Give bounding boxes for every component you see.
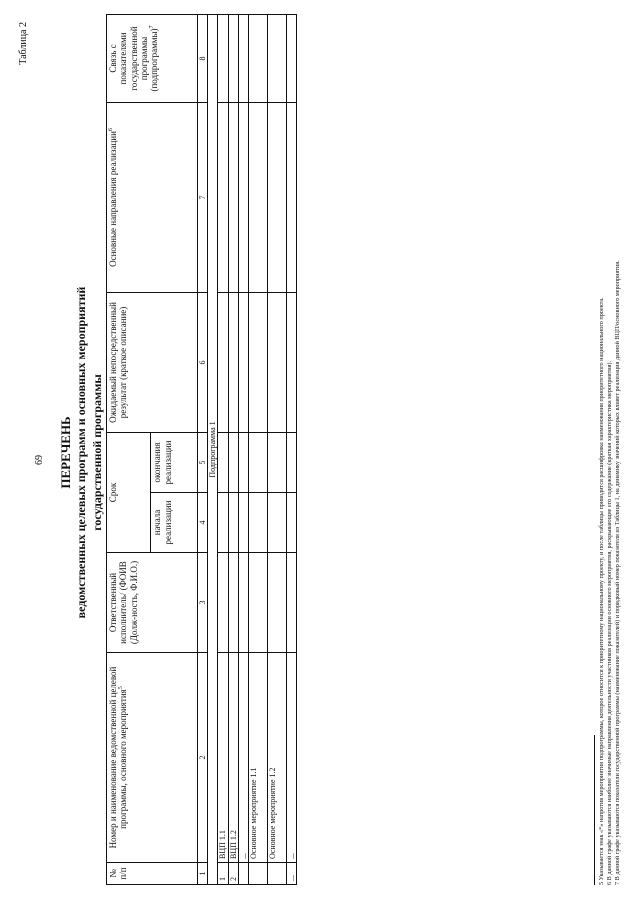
row-num	[267, 863, 286, 885]
col-number: 1	[198, 863, 208, 885]
header-row	[107, 14, 151, 884]
footnote-divider	[594, 735, 595, 885]
column-numbers-row	[198, 14, 208, 884]
page-number: 69	[34, 455, 45, 465]
footnote-5: 5 Указывается знак «*» напротив мероприятия подпрограммы, которое относится к приоритетному национальному проекту, и после таблицы приводится расшифровка наименования приоритетного национального проекта.	[598, 297, 605, 885]
header-result: Ожидаемый непосредственный результат (краткое описание)	[107, 292, 198, 432]
table-row	[218, 14, 228, 884]
header-start: начала реализации	[151, 493, 198, 553]
row-num: 1	[218, 863, 228, 885]
row-name: Основное мероприятие 1.2	[267, 653, 286, 863]
row-num	[238, 863, 248, 885]
subprogram-title: Подпрограмма 1	[208, 14, 218, 884]
table-row	[286, 14, 296, 884]
footnote-7: 7 В данной графе указываются показатели государственной программы (наименование показателей) и порядковый номер показателя из Таблицы 1, на динамику значений которых влияет реализация данной ВЦП/основного мероприятия.	[614, 260, 621, 885]
row-name: Основное мероприятие 1.1	[248, 653, 267, 863]
row-num: ...	[286, 863, 296, 885]
row-num: 2	[228, 863, 238, 885]
col-number: 3	[198, 553, 208, 653]
subprogram-row	[208, 14, 218, 884]
table-row	[267, 14, 286, 884]
row-num	[248, 863, 267, 885]
col-number: 7	[198, 102, 208, 292]
row-name: ...	[286, 653, 296, 863]
row-name: ...	[238, 653, 248, 863]
header-directions: Основные направления реализации$^6$	[107, 102, 198, 292]
table-row	[238, 14, 248, 884]
title-line-3: государственной программы	[90, 374, 104, 531]
table-row	[228, 14, 238, 884]
row-name: ВЦП 1.1	[218, 653, 228, 863]
header-responsible: Ответственный исполнитель/ (ФОИВ (Долж-ность, Ф.И.О.)	[107, 553, 198, 653]
header-num: № п/п	[107, 863, 198, 885]
header-name: Номер и наименование ведомственной целевой программы, основного мероприятия$^5$	[107, 653, 198, 863]
col-number: 6	[198, 292, 208, 432]
col-number: 2	[198, 653, 208, 863]
programs-table	[106, 14, 297, 885]
header-period: Срок	[107, 432, 151, 552]
row-name: ВЦП 1.2	[228, 653, 238, 863]
header-link-indicators: Связь с показателями государственной программы (подпрограммы)$^7$	[107, 14, 198, 102]
header-end: окончания реализации	[151, 432, 198, 492]
table-row	[248, 14, 267, 884]
table-label: Таблица 2	[18, 22, 29, 65]
col-number: 8	[198, 14, 208, 102]
col-number: 5	[198, 432, 208, 492]
col-number: 4	[198, 493, 208, 553]
footnote-6: 6 В данной графе указываются наиболее значимые направления деятельности участников реализации основного мероприятия, раскрывающие его содержание (краткая характеристика мероприятия).	[606, 360, 613, 885]
title-line-1: ПЕРЕЧЕНЬ	[58, 416, 73, 489]
title-line-2: ведомственных целевых программ и основных мероприятий	[74, 286, 88, 619]
